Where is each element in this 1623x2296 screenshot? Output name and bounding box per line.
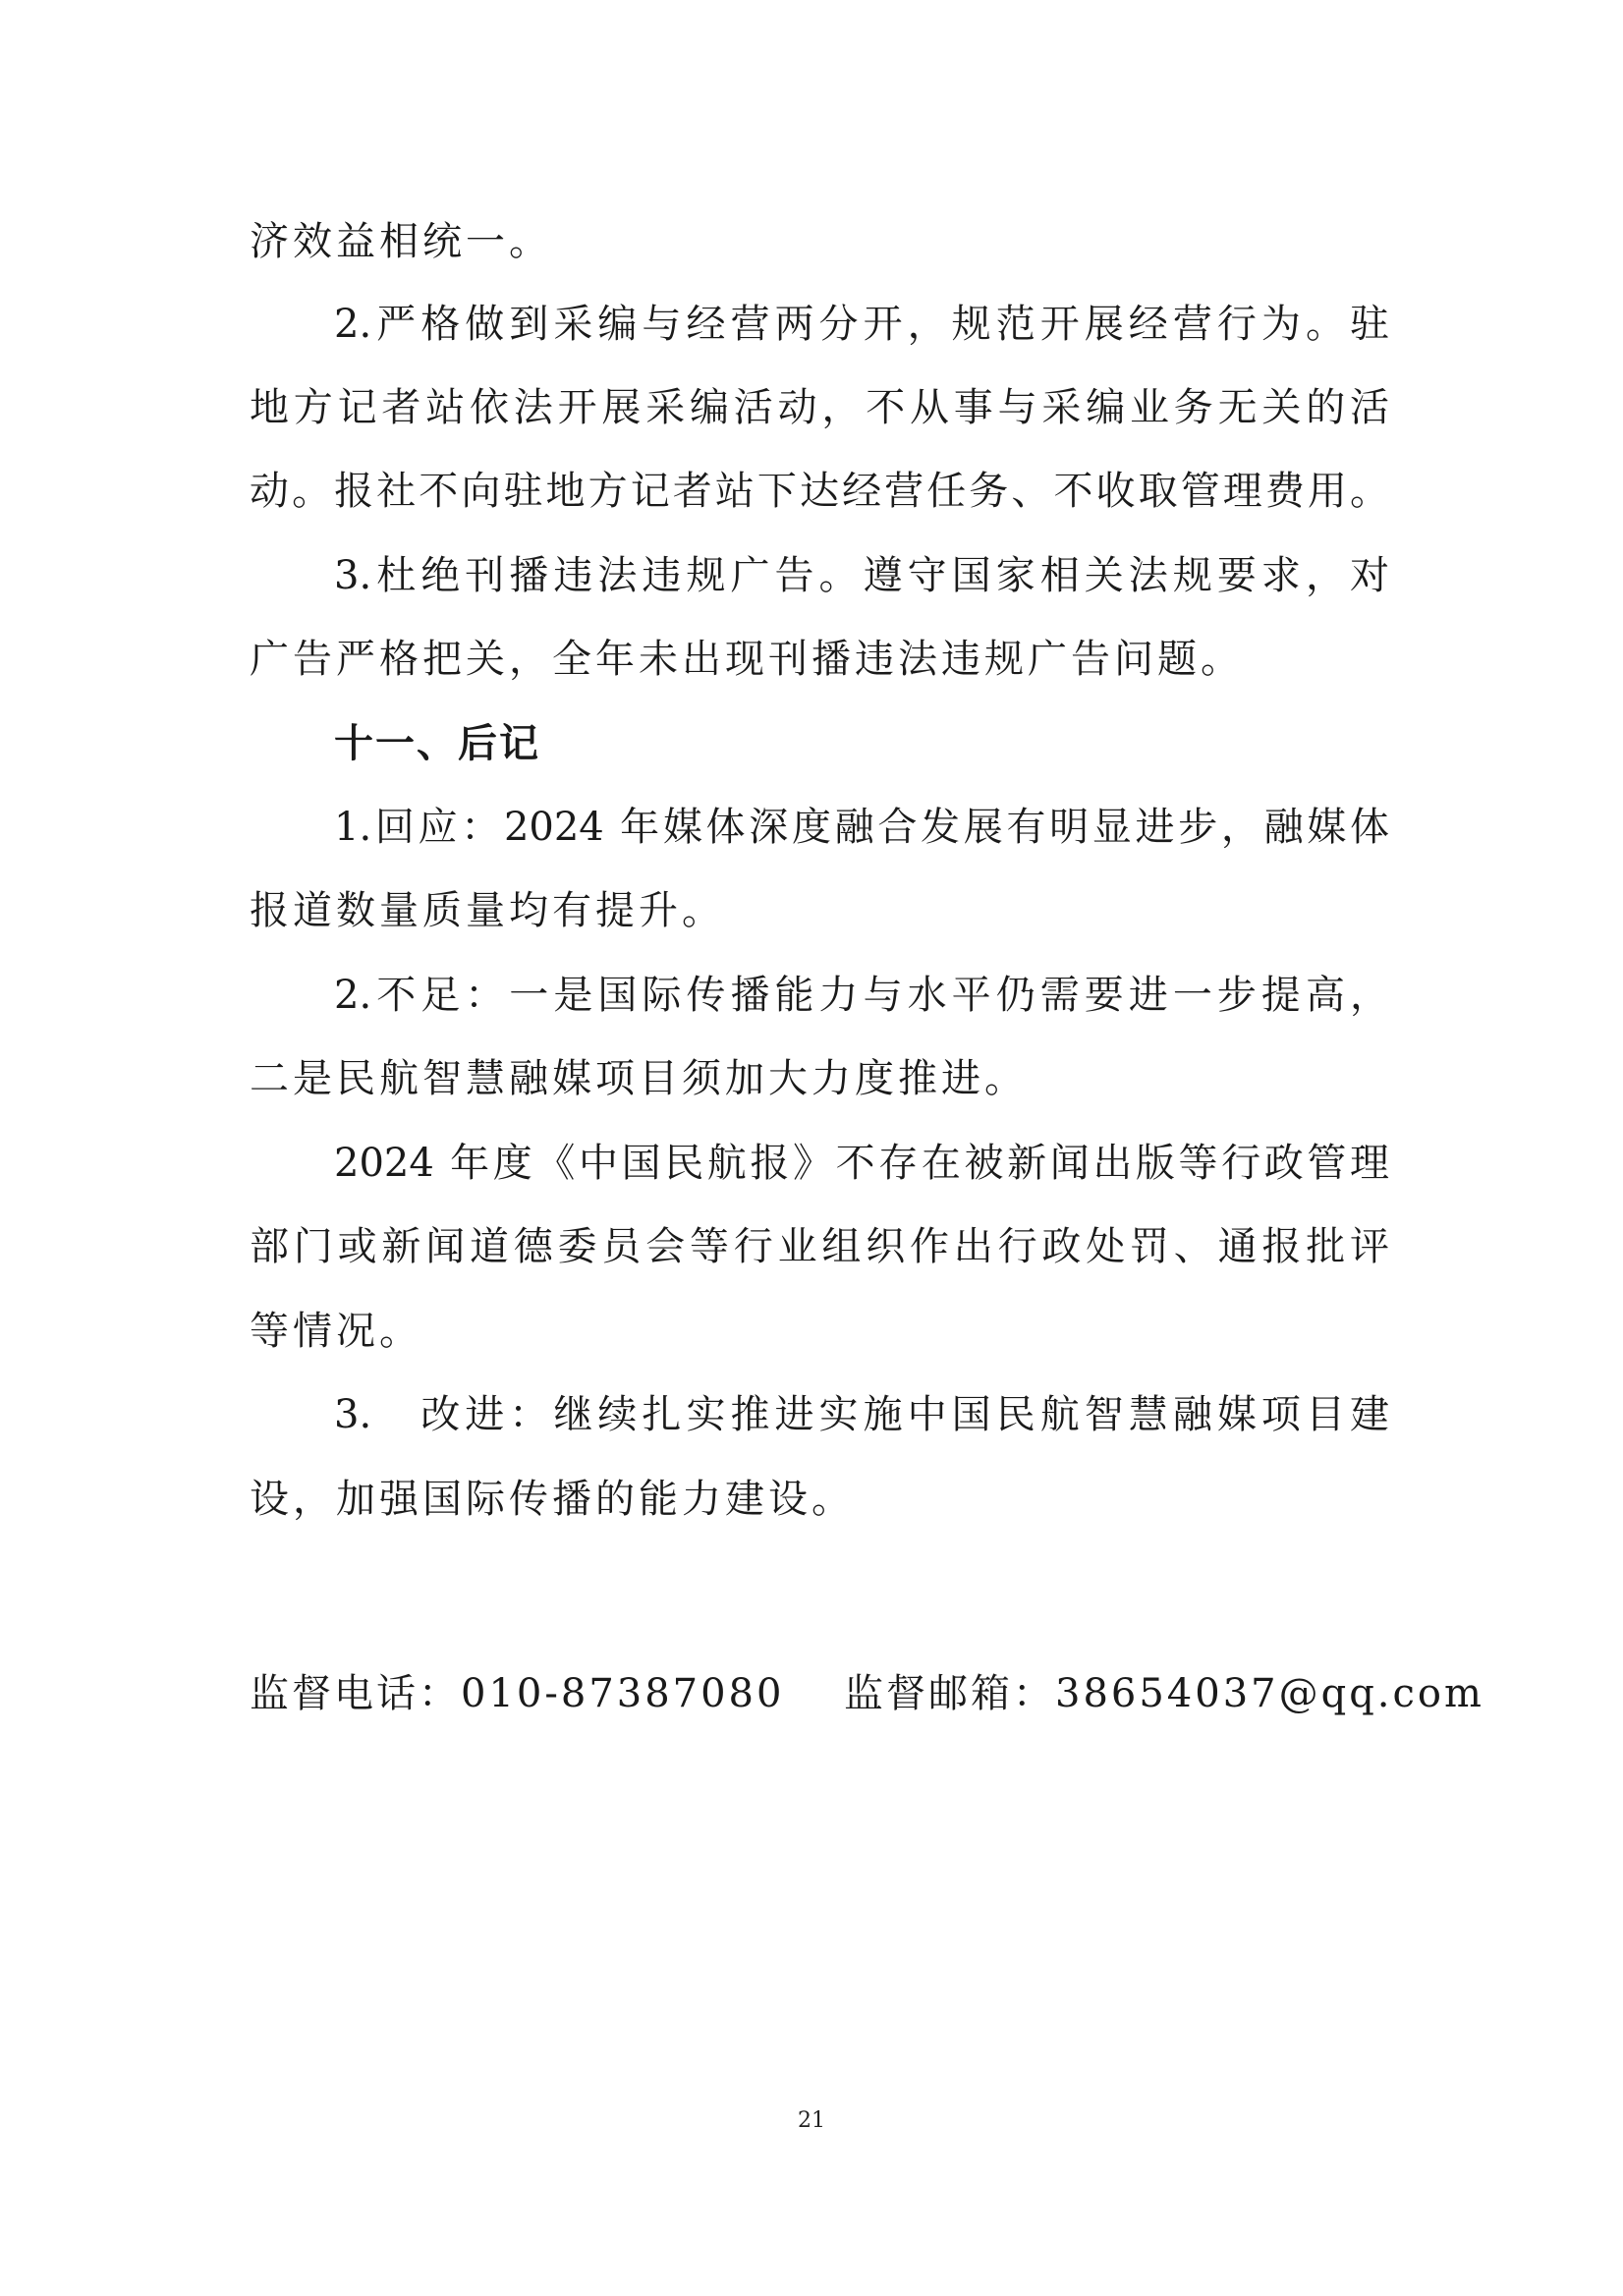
paragraph-line: 报道数量质量均有提升。 (250, 888, 725, 933)
paragraph-line: 设，加强国际传播的能力建设。 (250, 1477, 855, 1522)
paragraph-line: 广告严格把关，全年未出现刊播违法违规广告问题。 (250, 637, 1244, 682)
page-number: 21 (798, 2108, 825, 2133)
email-contact (844, 1670, 1484, 1717)
paragraph-line: 地方记者站依法开展采编活动，不从事与采编业务无关的活 (250, 385, 1389, 430)
paragraph-line: 等情况。 (250, 1309, 422, 1354)
paragraph-line: 2.严格做到采编与经营两分开，规范开展经营行为。驻 (334, 302, 1389, 347)
paragraph-line: 动。报社不向驻地方记者站下达经营任务、不收取管理费用。 (250, 469, 1389, 514)
email-label: 监督邮箱： (844, 1671, 1055, 1716)
paragraph-line: 二是民航智慧融媒项目须加大力度推进。 (250, 1056, 1028, 1101)
paragraph-line: 3. 改进：继续扎实推进实施中国民航智慧融媒项目建 (334, 1392, 1389, 1437)
phone-number: 010-87387080 (461, 1671, 785, 1716)
paragraph-line: 2.不足：一是国际传播能力与水平仍需要进一步提高， (334, 973, 1389, 1018)
paragraph-line: 1.回应：2024 年媒体深度融合发展有明显进步，融媒体 (334, 805, 1389, 850)
phone-contact (250, 1670, 784, 1717)
section-heading: 十一、后记 (334, 721, 540, 766)
paragraph-line: 济效益相统一。 (250, 219, 552, 264)
paragraph-line: 部门或新闻道德委员会等行业组织作出行政处罚、通报批评 (250, 1224, 1389, 1269)
paragraph-line: 3.杜绝刊播违法违规广告。遵守国家相关法规要求，对 (334, 553, 1389, 598)
paragraph-line: 2024 年度《中国民航报》不存在被新闻出版等行政管理 (334, 1141, 1389, 1186)
email-address: 38654037@qq.com (1055, 1671, 1484, 1716)
phone-label: 监督电话： (250, 1671, 461, 1716)
